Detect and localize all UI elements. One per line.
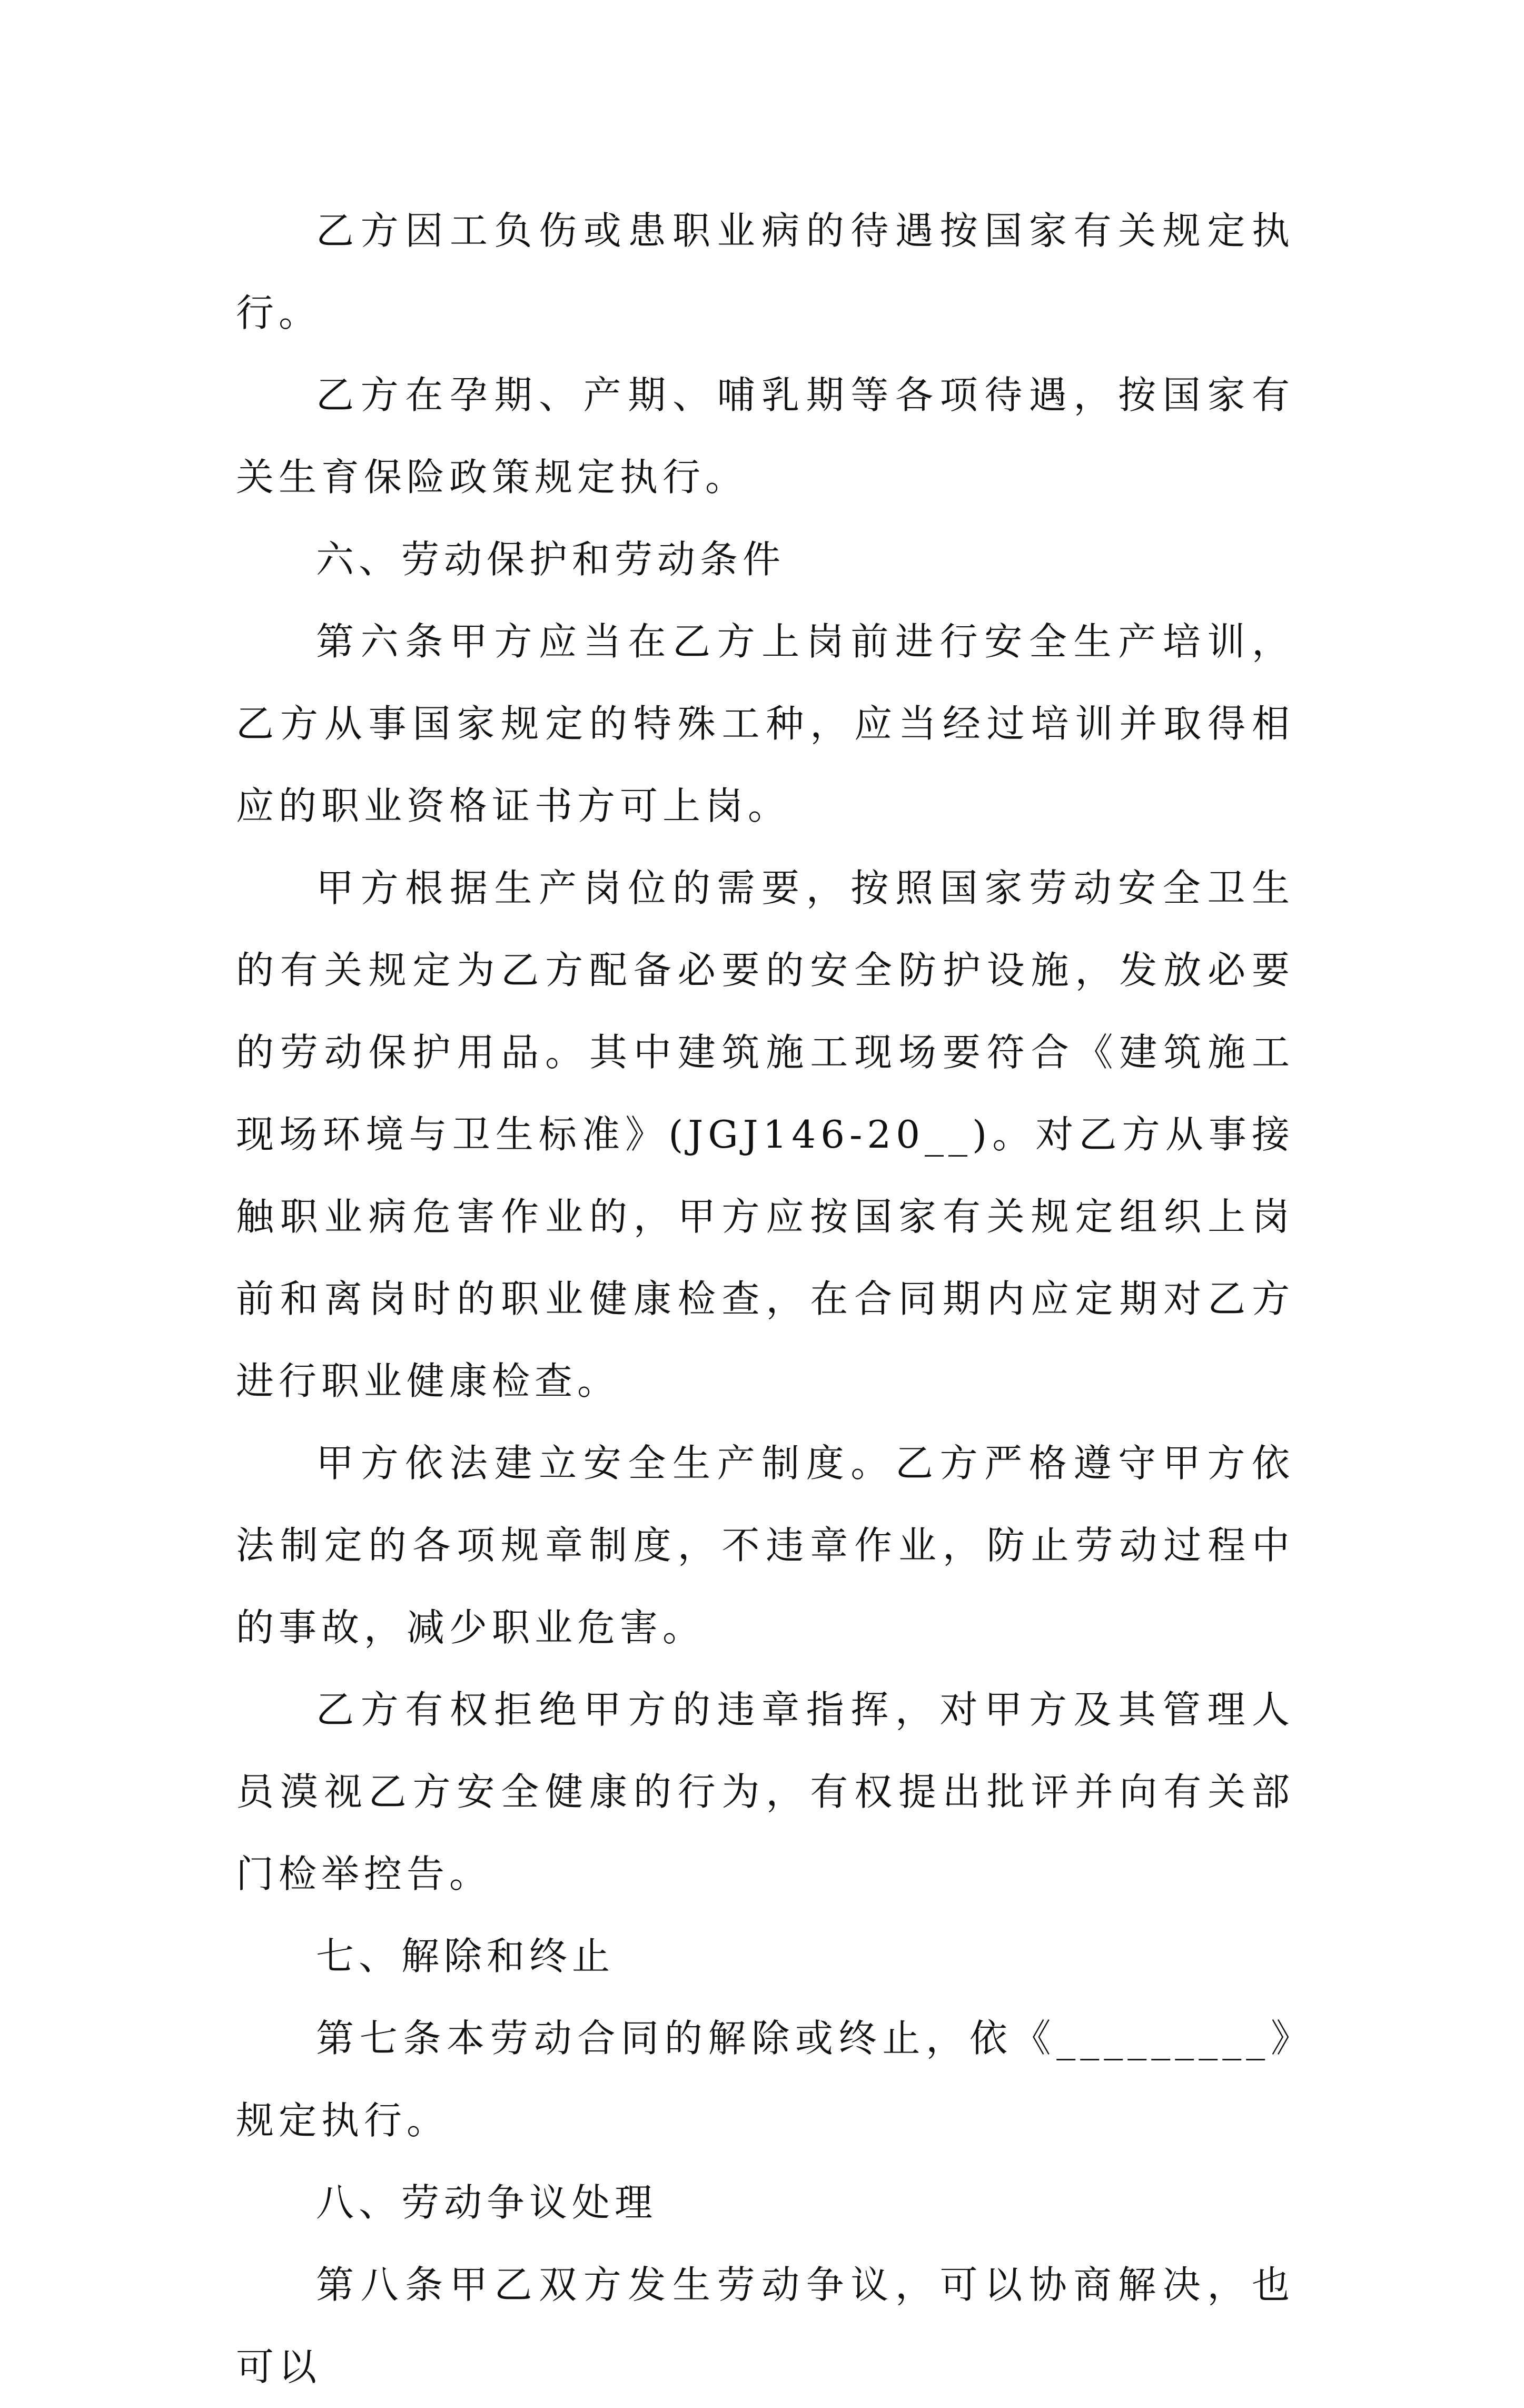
paragraph-maternity-benefits: 乙方在孕期、产期、哺乳期等各项待遇，按国家有关生育保险政策规定执行。 (236, 373, 1294, 499)
section-heading-termination: 七、解除和终止 (316, 1934, 615, 1978)
article-8-dispute: 第八条甲乙双方发生劳动争议，可以协商解决，也可以 (236, 2263, 1294, 2389)
article-7-termination: 第七条本劳动合同的解除或终止，依《_________》规定执行。 (236, 2016, 1294, 2143)
paragraph-right-to-refuse: 乙方有权拒绝甲方的违章指挥，对甲方及其管理人员漠视乙方安全健康的行为，有权提出批评并向有关部门检举控告。 (236, 1687, 1294, 1896)
paragraph-injury-treatment: 乙方因工负伤或患职业病的待遇按国家有关规定执行。 (236, 209, 1294, 335)
section-heading-dispute: 八、劳动争议处理 (316, 2180, 658, 2225)
article-6-safety-training: 第六条甲方应当在乙方上岗前进行安全生产培训，乙方从事国家规定的特殊工种，应当经过培训并取得相应的职业资格证书方可上岗。 (236, 619, 1294, 828)
document-body (236, 190, 1294, 2408)
paragraph-safety-system: 甲方依法建立安全生产制度。乙方严格遵守甲方依法制定的各项规章制度，不违章作业，防止劳动过程中的事故，减少职业危害。 (236, 1441, 1294, 1650)
paragraph-protective-equipment: 甲方根据生产岗位的需要，按照国家劳动安全卫生的有关规定为乙方配备必要的安全防护设施，发放必要的劳动保护用品。其中建筑施工现场要符合《建筑施工现场环境与卫生标准》(JGJ146-20__)。对乙方从事接触职业病危害作业的，甲方应按国家有关规定组织上岗前和离岗时的职业健康检查，在合同期内应定期对乙方进行职业健康检查。 (236, 866, 1294, 1403)
section-heading-labor-protection: 六、劳动保护和劳动条件 (316, 537, 786, 581)
